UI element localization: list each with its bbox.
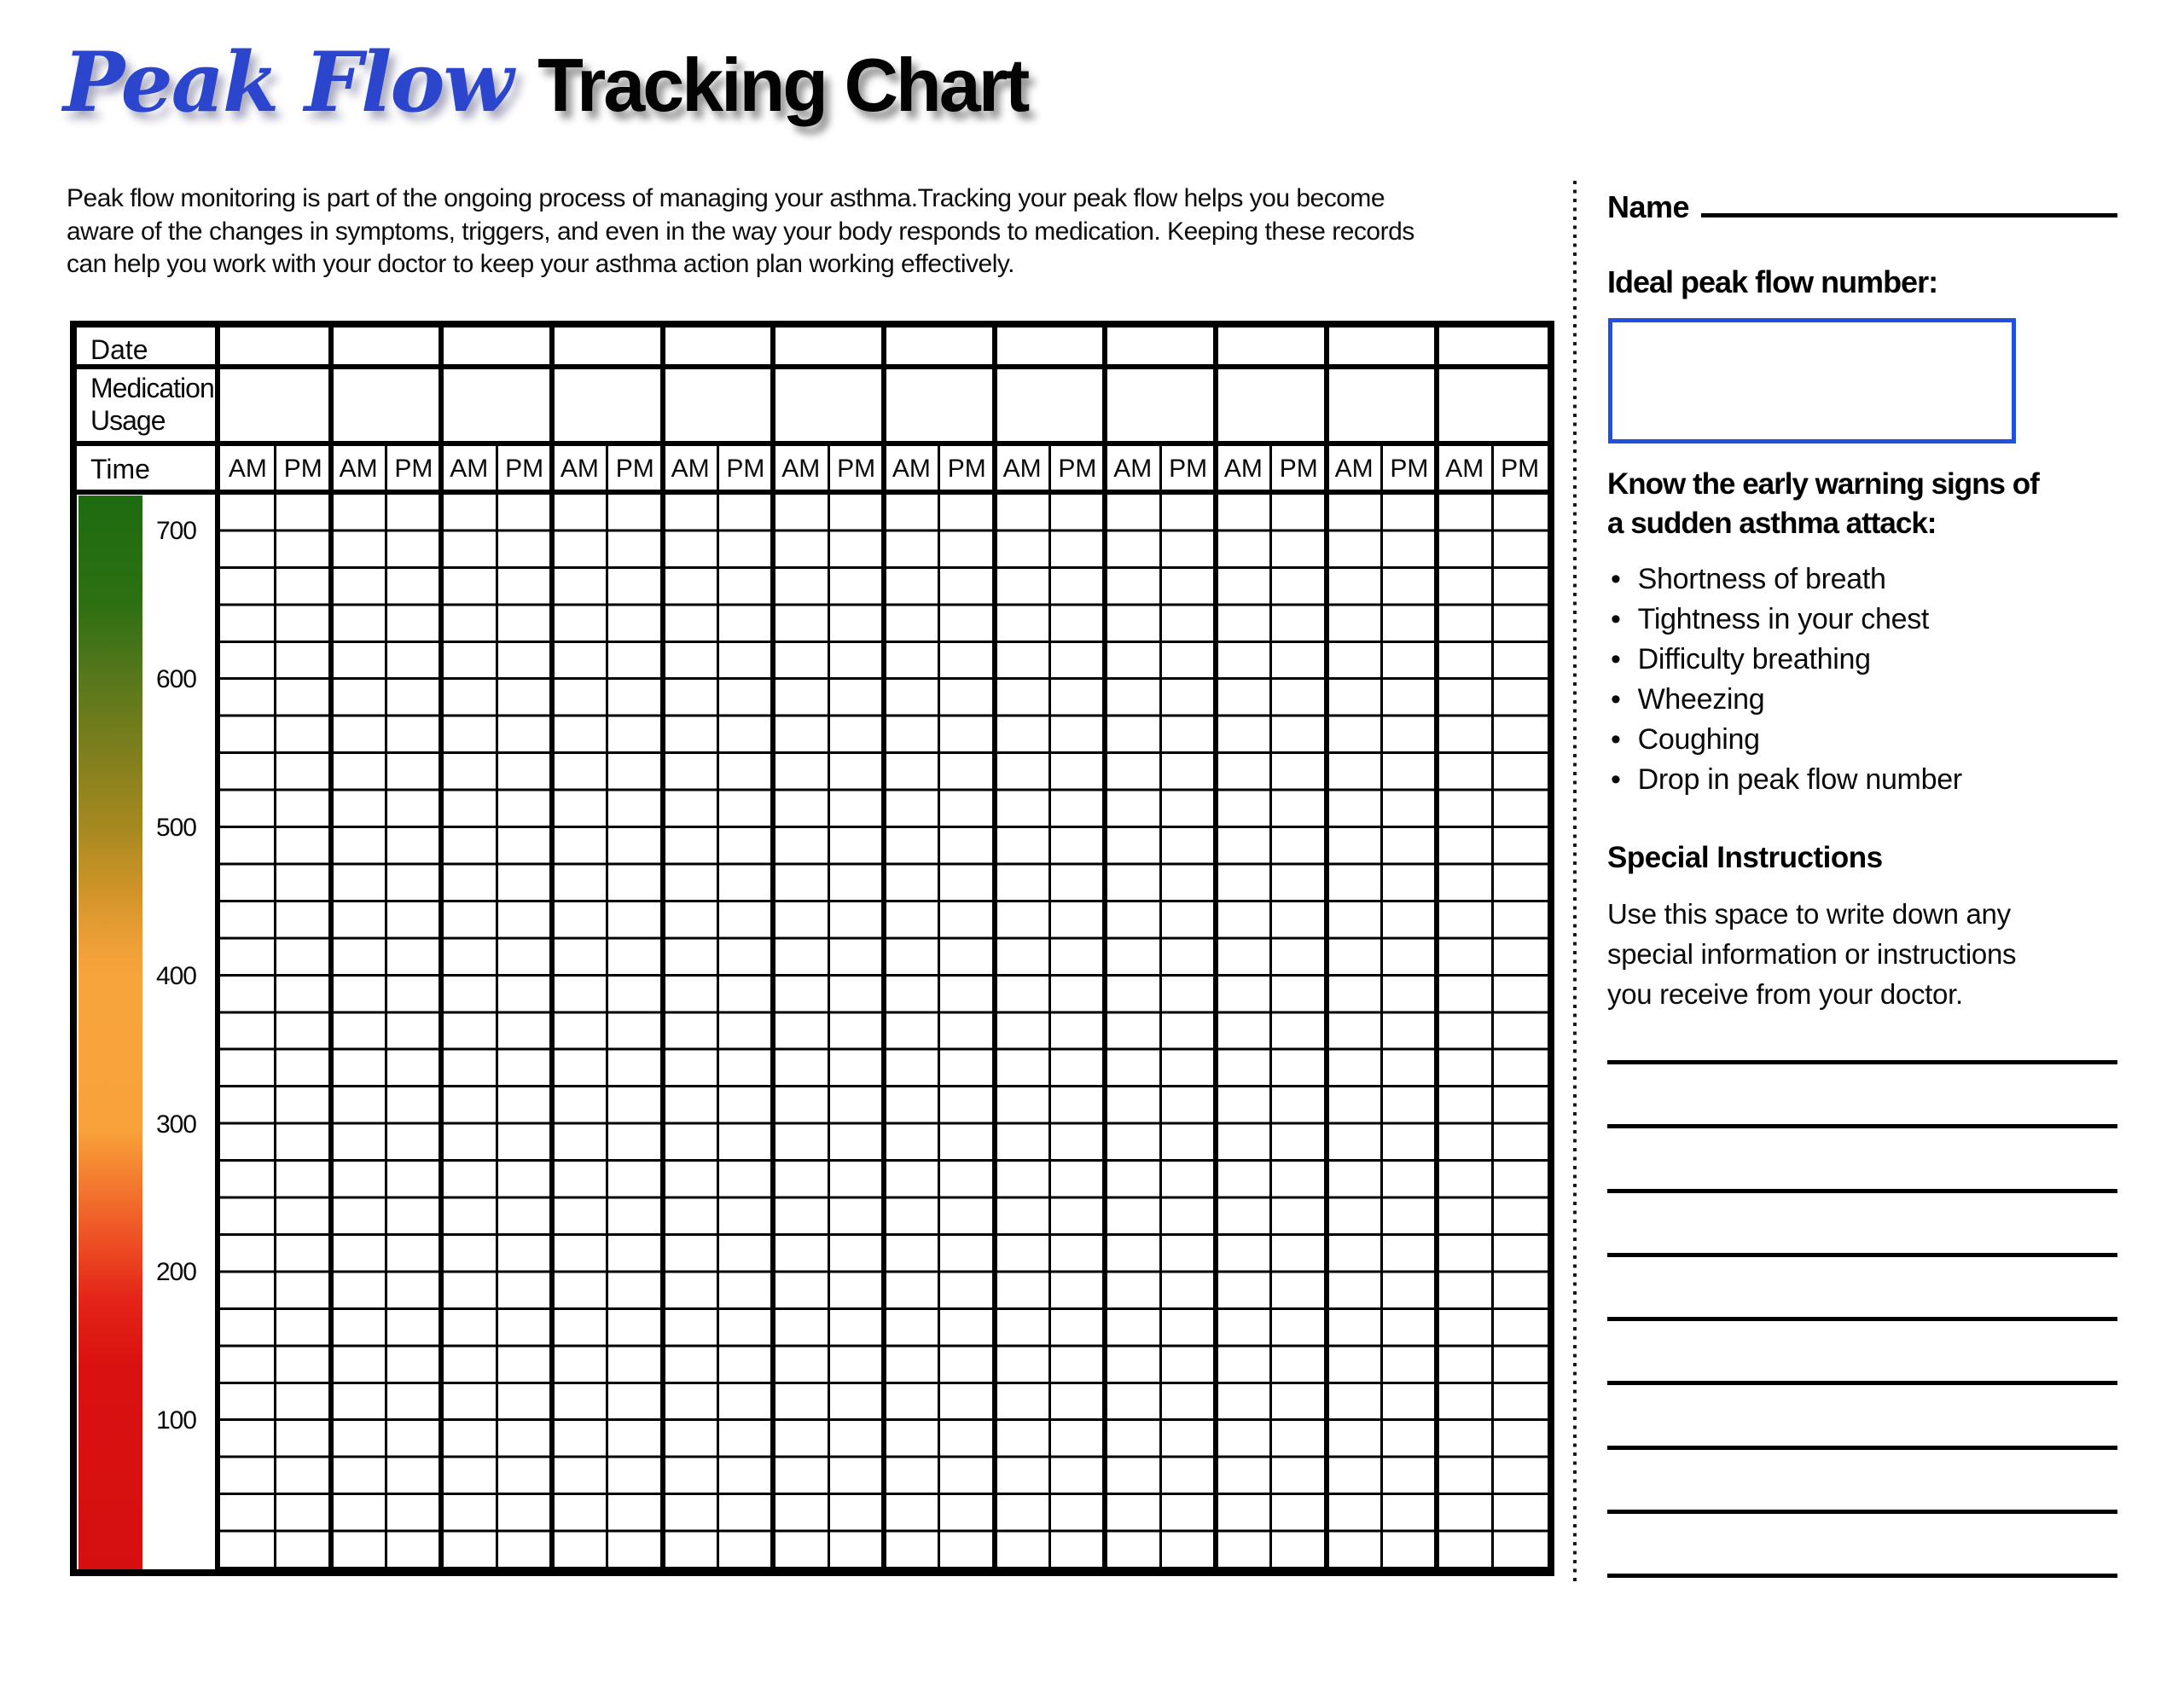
page-title-main: Tracking Chart [537,43,1028,127]
day-column-line [660,328,665,1569]
pm-label: PM [726,455,765,483]
intro-line: aware of the changes in symptoms, triggers, and even in the way your body responds to medication. Keeping these records [67,217,1414,246]
scale-label: 400 [155,961,196,990]
warning-heading-line: a sudden asthma attack: [1607,507,1937,540]
ampm-separator-line [1269,446,1272,1569]
scale-label: 200 [155,1258,196,1287]
name-label: Name [1607,189,1690,224]
day-column-line [770,328,775,1569]
am-label: AM [1002,455,1042,483]
tracking-grid [70,321,1554,1576]
pm-label: PM [837,455,876,483]
pm-label: PM [1390,455,1429,483]
warning-heading [1607,465,2039,543]
grid-corner-time: Time [90,454,150,484]
scale-label: 300 [155,1110,196,1139]
pm-label: PM [1501,455,1540,483]
sidebar [1573,181,2123,1581]
warning-item: • Drop in peak flow number [1611,760,2119,800]
warning-item: • Shortness of breath [1611,559,2119,600]
day-column-line [439,328,444,1569]
pm-label: PM [1058,455,1097,483]
writing-line [1607,1317,2117,1321]
am-label: AM [781,455,821,483]
am-label: AM [560,455,599,483]
pm-label: PM [1279,455,1318,483]
day-column-line [1434,328,1439,1569]
grid-corner-date: Date [90,334,148,365]
special-instructions-text [1607,894,2016,1014]
day-column-line [881,328,886,1569]
warning-item: • Wheezing [1611,680,2119,720]
pm-label: PM [1169,455,1208,483]
am-label: AM [671,455,710,483]
ampm-separator-line [938,446,940,1569]
warning-heading-line: Know the early warning signs of [1607,467,2039,501]
special-instructions-heading: Special Instructions [1607,841,1883,874]
day-column-line [1102,328,1107,1569]
ampm-separator-line [717,446,719,1569]
am-label: AM [892,455,931,483]
page-title-script: Peak Flow [63,34,513,130]
day-column-line [549,328,555,1569]
special-text-line: Use this space to write down any [1607,898,2011,930]
ampm-separator-line [1380,446,1383,1569]
writing-line [1607,1510,2117,1514]
am-label: AM [1223,455,1263,483]
ampm-separator-line [274,446,276,1569]
special-text-line: you receive from your doctor. [1607,978,1963,1010]
name-underline [1701,188,2117,217]
am-label: AM [1334,455,1374,483]
writing-line [1607,1060,2117,1064]
day-column-line [1324,328,1329,1569]
dotted-divider [1573,181,1577,1581]
pm-label: PM [505,455,544,483]
writing-line [1607,1189,2117,1193]
ampm-separator-line [385,446,387,1569]
ampm-separator-line [1048,446,1051,1569]
warning-item: • Tightness in your chest [1611,600,2119,640]
pm-label: PM [615,455,654,483]
intro-line: can help you work with your doctor to keep your asthma action plan working effectively. [67,250,1014,279]
am-label: AM [339,455,378,483]
writing-line [1607,1381,2117,1385]
pm-label: PM [283,455,322,483]
special-text-line: special information or instructions [1607,938,2017,970]
warning-item: • Coughing [1611,720,2119,760]
pm-label: PM [394,455,433,483]
am-label: AM [450,455,489,483]
day-column-line [992,328,997,1569]
ampm-separator-line [828,446,830,1569]
writing-line [1607,1446,2117,1450]
day-column-line [328,328,334,1569]
scale-label: 100 [155,1406,196,1435]
ampm-separator-line [496,446,498,1569]
warning-list [1611,559,2119,800]
writing-line [1607,1574,2117,1578]
page-title [63,34,1027,130]
writing-line [1607,1124,2117,1128]
am-label: AM [228,455,267,483]
intro-paragraph [67,183,1517,281]
intro-line: Peak flow monitoring is part of the ongoing process of managing your asthma.Tracking your peak flow helps you become [67,184,1385,212]
scale-label: 500 [155,814,196,843]
grid-corner-medication: Medication Usage [90,373,214,436]
ampm-separator-line [606,446,608,1569]
scale-label: 700 [155,517,196,546]
day-column-line [1213,328,1218,1569]
pm-label: PM [947,455,986,483]
warning-item: • Difficulty breathing [1611,640,2119,680]
am-label: AM [1113,455,1153,483]
scale-label: 600 [155,665,196,694]
name-row [1607,188,2117,225]
ideal-peak-flow-heading: Ideal peak flow number: [1607,264,1938,299]
ampm-separator-line [1159,446,1162,1569]
am-label: AM [1445,455,1484,483]
writing-line [1607,1253,2117,1257]
ampm-separator-line [1491,446,1494,1569]
ideal-peak-flow-box [1608,318,2016,443]
